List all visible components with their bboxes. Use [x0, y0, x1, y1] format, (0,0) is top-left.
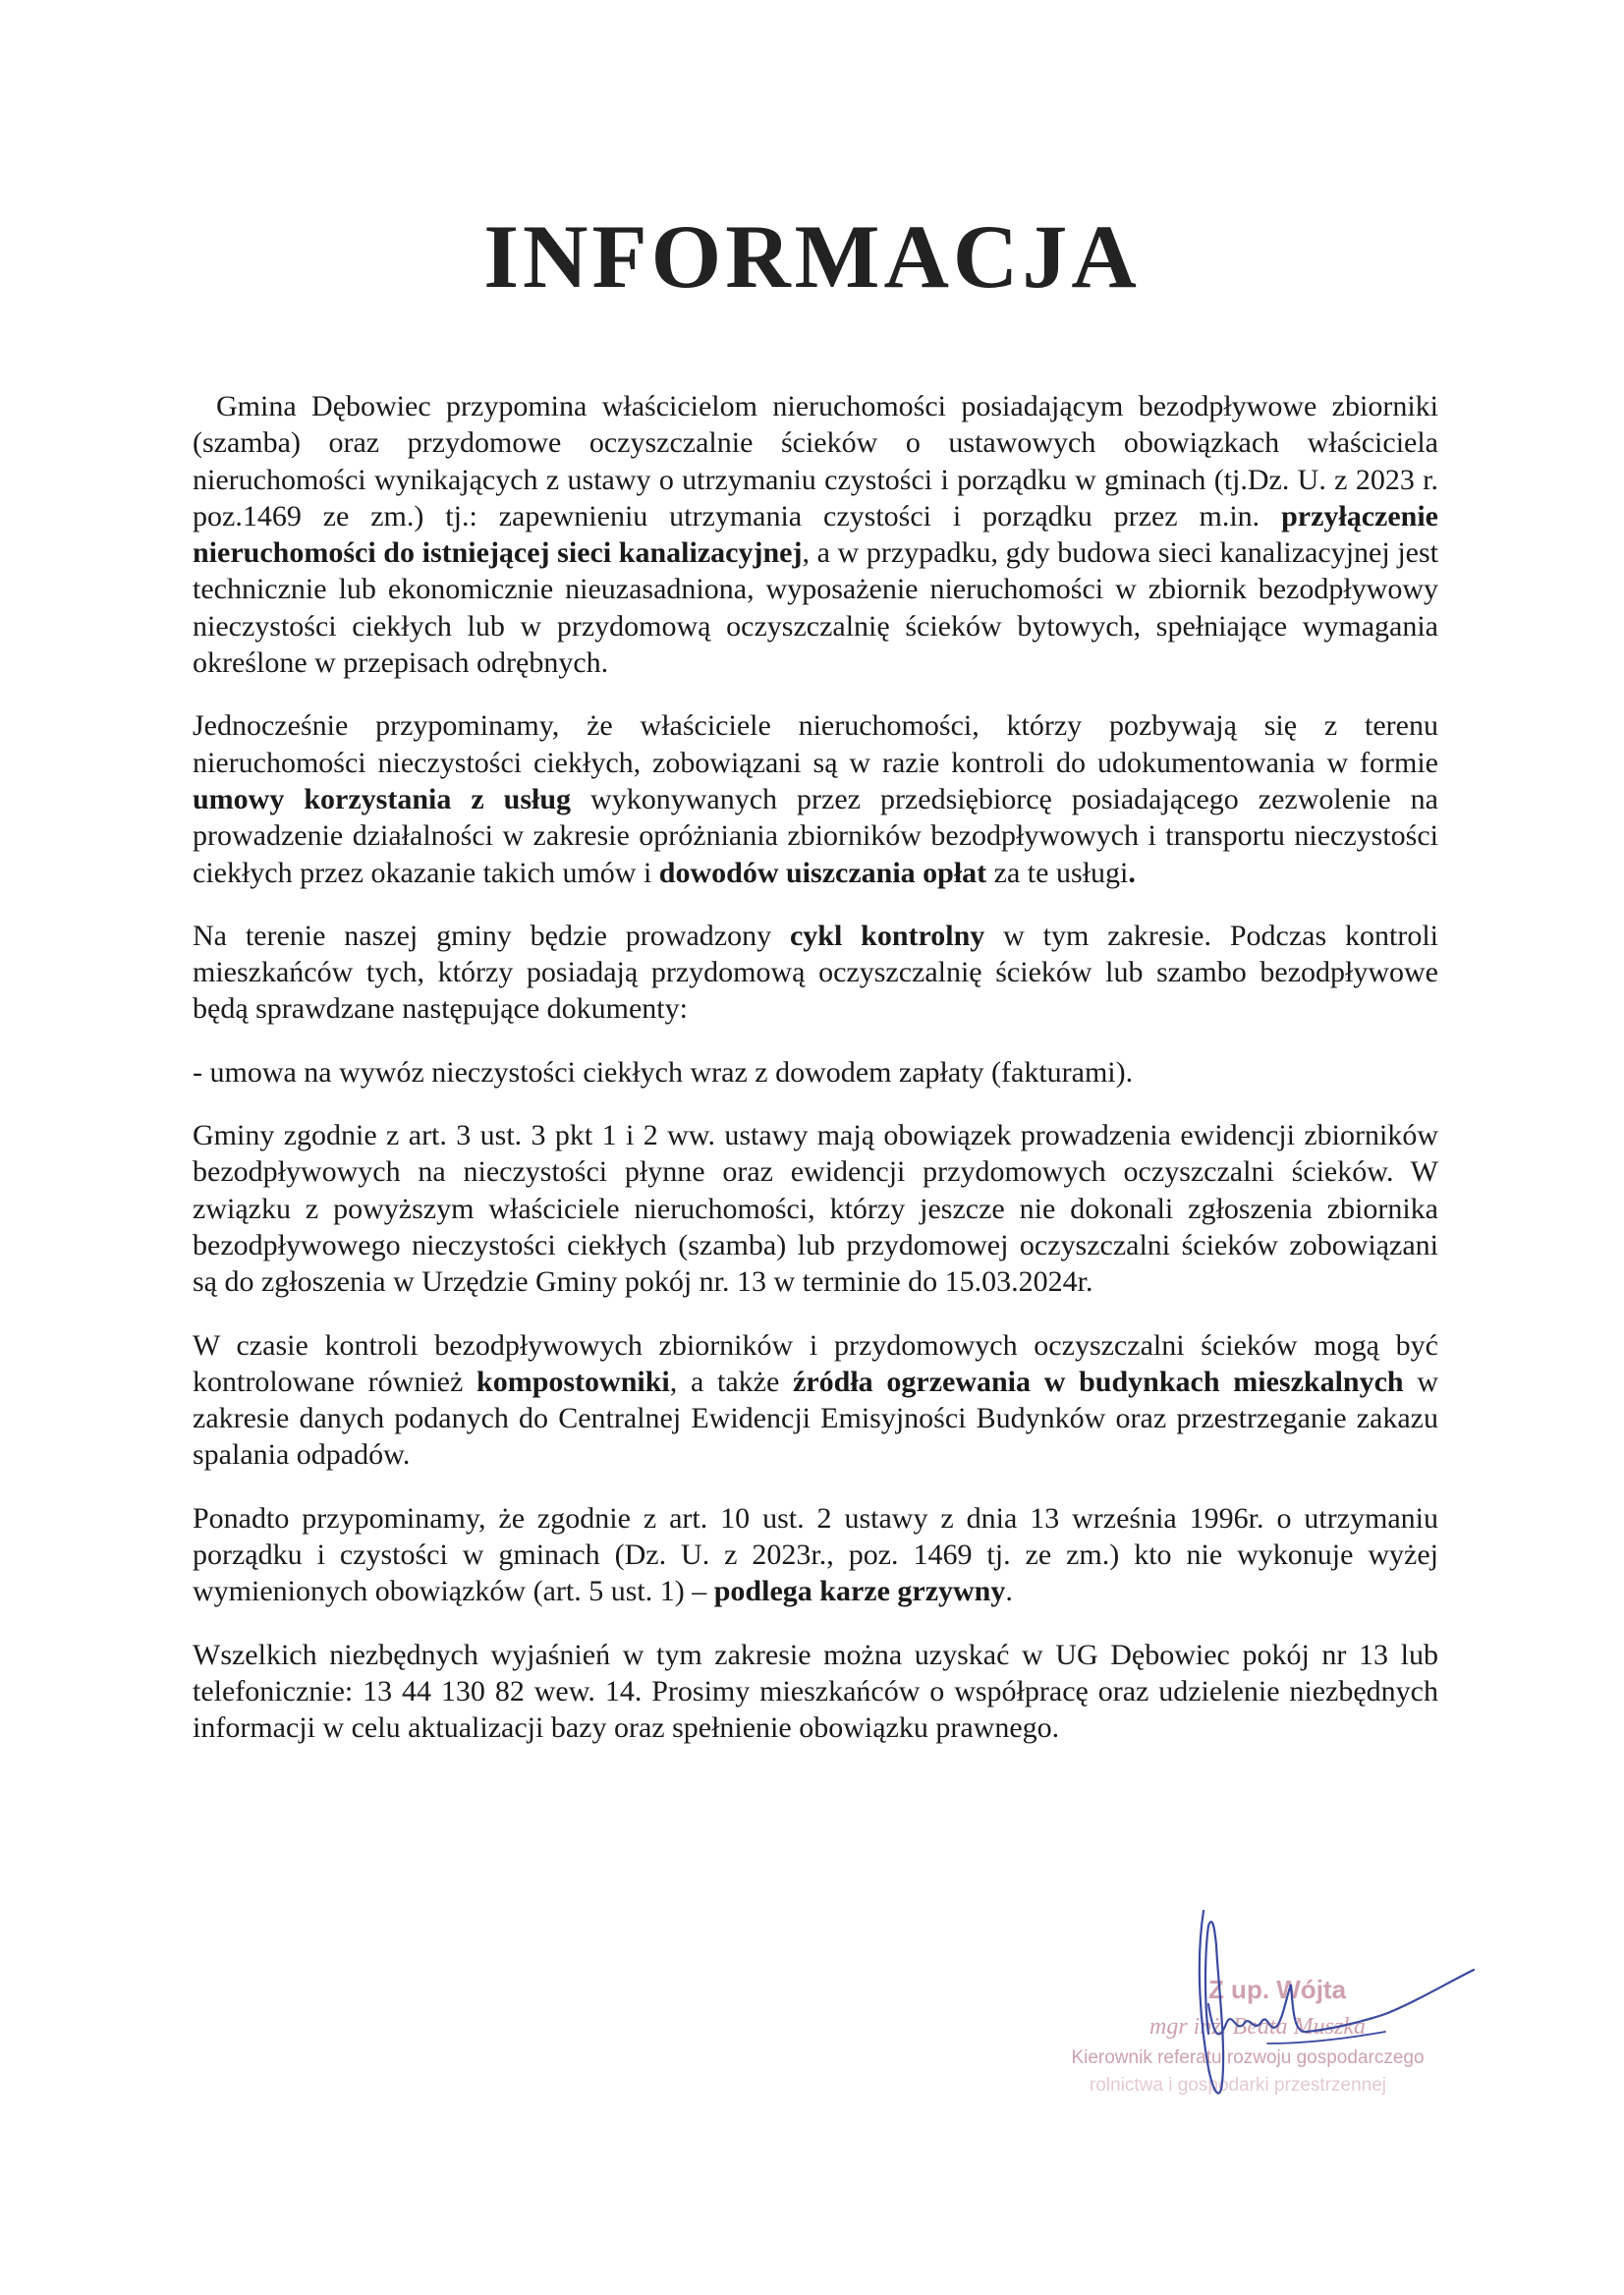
- paragraph-3: [193, 918, 1438, 1028]
- stamp-line-3: Kierownik referatu rozwoju gospodarczego: [1071, 2047, 1425, 2068]
- paragraph-6-bold-2: źródła ogrzewania w budynkach mieszkalnych: [793, 1365, 1404, 1398]
- paragraph-1-text-1: Gmina Dębowiec przypomina właścicielom nieruchomości posiadającym bezodpływowe zbiorniki (szamba) oraz przydomowe oczyszczalnie ścieków o ustawowych obowiązkach właściciela nieruchomości wynikających z ustawy o utrzymaniu czystości i porządku w gminach (tj.Dz. U. z 2023 r. poz.1469 ze zm.) tj.: zapewnieniu utrzymania czystości i porządku przez m.in.: [193, 390, 1438, 532]
- paragraph-7-bold-1: podlega karze grzywny: [713, 1575, 1006, 1608]
- paragraph-7-text-2: .: [1005, 1575, 1013, 1608]
- paragraph-6-text-1: W czasie kontroli bezodpływowych zbiorników i przydomowych oczyszczalni ścieków mogą być kontrolowane również: [193, 1328, 1438, 1398]
- stamp-line-4: rolnictwa i gospodarki przestrzennej: [1089, 2075, 1387, 2096]
- paragraph-2-text-3: za te usługi: [986, 856, 1129, 889]
- paragraph-6-bold-1: kompostowniki: [476, 1365, 670, 1398]
- paragraph-1: [193, 388, 1438, 681]
- paragraph-3-text-1: Na terenie naszej gminy będzie prowadzony: [193, 919, 790, 952]
- handwritten-signature-icon: [1012, 1896, 1484, 2132]
- paragraph-6-text-2: , a także: [669, 1365, 794, 1398]
- paragraph-7: [193, 1500, 1438, 1610]
- paragraph-2-bold-2: dowodów uiszczania opłat: [658, 856, 987, 889]
- stamp-line-2: mgr inż. Beata Muszka: [1149, 2014, 1366, 2040]
- paragraph-2: [193, 707, 1438, 890]
- paragraph-2-bold-1: umowy korzystania z usług: [193, 782, 572, 815]
- paragraph-4-list-item: - umowa na wywóz nieczystości ciekłych wraz z dowodem zapłaty (fakturami).: [193, 1055, 1134, 1089]
- paragraph-2-text-2: wykonywanych przez przedsiębiorcę posiadającego zezwolenie na prowadzenie działalności w zakresie opróżniania zbiorników bezodpływowych i transportu nieczystości ciekłych przez okazanie takich umów i: [193, 782, 1438, 889]
- paragraph-3-text-2: w tym zakresie. Podczas kontroli mieszkańców tych, którzy posiadają przydomową oczyszczalnię ścieków lub szambo bezodpływowe będą sprawdzane następujące dokumenty:: [193, 919, 1438, 1026]
- document-title: INFORMACJA: [483, 206, 1141, 307]
- paragraph-3-bold-1: cykl kontrolny: [789, 919, 985, 952]
- paragraph-5: Gminy zgodnie z art. 3 ust. 3 pkt 1 i 2 ww. ustawy mają obowiązek prowadzenia ewidencji zbiorników bezodpływowych na nieczystości płynne oraz ewidencji przydomowych oczyszczalni ścieków. W związku z powyższym właściciele nieruchomości, którzy jeszcze nie dokonali zgłoszenia zbiornika bezodpływowego nieczystości ciekłych (szamba) lub przydomowej oczyszczalni ścieków zobowiązani są do zgłoszenia w Urzędzie Gminy pokój nr. 13 w terminie do 15.03.2024r.: [193, 1119, 1438, 1299]
- document-body: [193, 388, 1438, 1773]
- stamp-line-1: Z up. Wójta: [1207, 1975, 1347, 2004]
- paragraph-7-text-1: Ponadto przypominamy, że zgodnie z art. 10 ust. 2 ustawy z dnia 13 września 1996r. o utrzymaniu porządku i czystości w gminach (Dz. U. z 2023r., poz. 1469 tj. ze zm.) kto nie wykonuje wyżej wymienionych obowiązków (art. 5 ust. 1) –: [193, 1501, 1438, 1608]
- signature-block: [1012, 1896, 1484, 2132]
- paragraph-8: Wszelkich niezbędnych wyjaśnień w tym zakresie można uzyskać w UG Dębowiec pokój nr 13 lub telefonicznie: 13 44 130 82 wew. 14. Prosimy mieszkańców o współpracę oraz udzielenie niezbędnych informacji w celu aktualizacji bazy oraz spełnienie obowiązku prawnego.: [193, 1638, 1438, 1745]
- paragraph-1-text-2: , a w przypadku, gdy budowa sieci kanalizacyjnej jest technicznie lub ekonomicznie nieuzasadniona, wyposażenie nieruchomości w zbiornik bezodpływowy nieczystości ciekłych lub w przydomową oczyszczalnię ścieków bytowych, spełniające wymagania określone w przepisach odrębnych.: [193, 536, 1438, 680]
- paragraph-6: [193, 1327, 1438, 1474]
- paragraph-1-bold-1: przyłączenie nieruchomości do istniejącej sieci kanalizacyjnej: [193, 499, 1438, 570]
- paragraph-6-text-3: w zakresie danych podanych do Centralnej Ewidencji Emisyjności Budynków oraz przestrzeganie zakazu spalania odpadów.: [193, 1365, 1438, 1472]
- paragraph-2-text-1: Jednocześnie przypominamy, że właściciele nieruchomości, którzy pozbywają się z terenu nieruchomości nieczystości ciekłych, zobowiązani są w razie kontroli do udokumentowania w formie: [193, 709, 1438, 779]
- paragraph-2-bold-3: .: [1128, 856, 1136, 889]
